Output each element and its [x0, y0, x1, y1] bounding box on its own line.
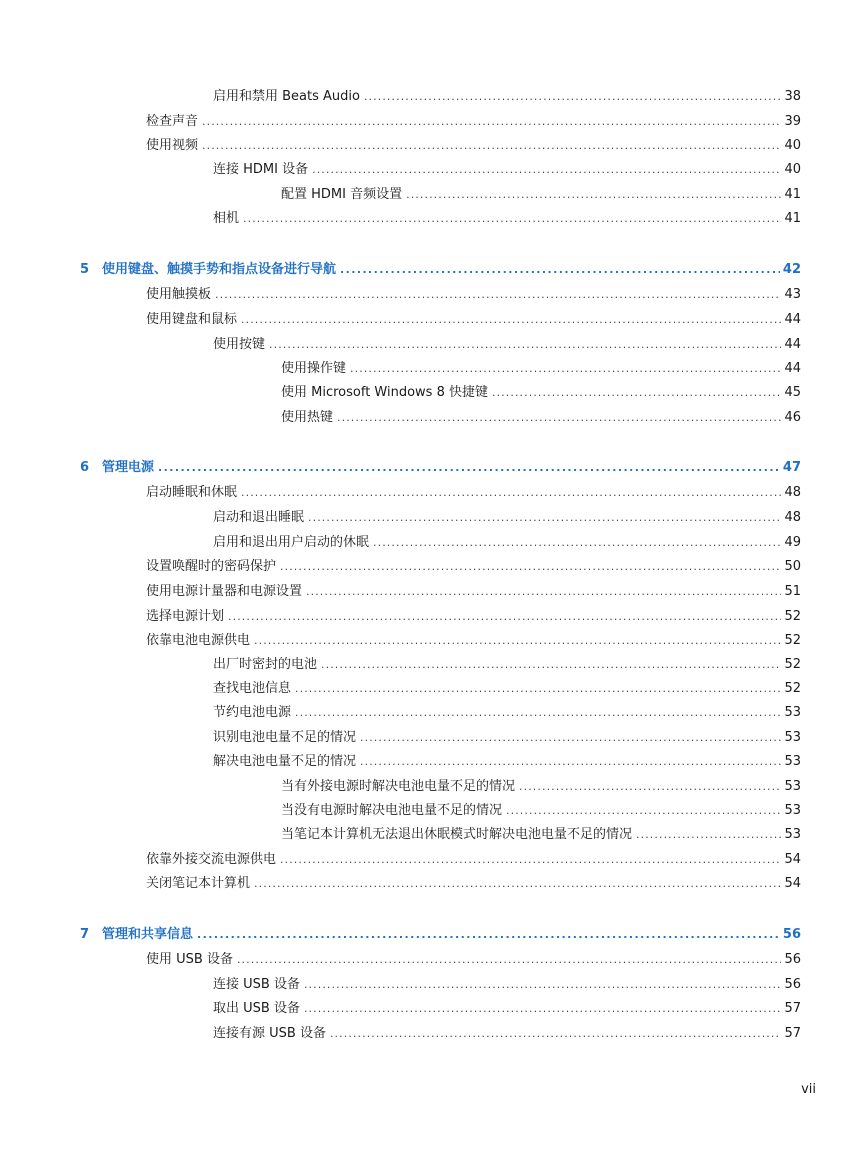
- toc-entry-title: 检查声音: [146, 114, 199, 129]
- toc-entry-title: 使用热键: [281, 410, 334, 425]
- toc-entry-title: 依靠外接交流电源供电: [146, 852, 277, 867]
- toc-entry[interactable]: [213, 655, 801, 675]
- dot-leader: [158, 458, 780, 478]
- dot-leader: [202, 136, 781, 156]
- dot-leader: [202, 112, 781, 132]
- dot-leader: [340, 260, 780, 280]
- dot-leader: [197, 925, 780, 945]
- toc-chapter-entry[interactable]: [80, 925, 801, 945]
- toc-entry[interactable]: [146, 874, 801, 894]
- dot-leader: [492, 383, 781, 403]
- toc-entry-title: 选择电源计划: [146, 609, 225, 624]
- dot-leader: [243, 209, 781, 229]
- toc-entry[interactable]: [281, 801, 801, 821]
- toc-entry[interactable]: [146, 950, 801, 970]
- toc-entry[interactable]: [213, 508, 801, 528]
- toc-entry-page: 39: [784, 114, 801, 129]
- chapter-number: 6: [80, 460, 90, 475]
- toc-entry-page: 53: [784, 827, 801, 842]
- toc-entry-page: 43: [784, 287, 801, 302]
- toc-entry-page: 52: [784, 633, 801, 648]
- toc-entry-page: 53: [784, 730, 801, 745]
- toc-entry-title: 解决电池电量不足的情况: [213, 754, 357, 769]
- toc-entry-title: 启用和禁用 Beats Audio: [213, 89, 360, 104]
- dot-leader: [373, 533, 781, 553]
- toc-entry-page: 40: [784, 162, 801, 177]
- dot-leader: [241, 483, 781, 503]
- toc-entry[interactable]: [146, 483, 801, 503]
- dot-leader: [312, 160, 781, 180]
- dot-leader: [350, 359, 781, 379]
- toc-entry[interactable]: [146, 631, 801, 651]
- dot-leader: [636, 825, 781, 845]
- toc-entry-title: 依靠电池电源供电: [146, 633, 251, 648]
- dot-leader: [215, 285, 781, 305]
- dot-leader: [228, 607, 781, 627]
- dot-leader: [306, 582, 781, 602]
- toc-entry-page: 54: [784, 852, 801, 867]
- toc-entry[interactable]: [213, 335, 801, 355]
- toc-entry[interactable]: [281, 383, 801, 403]
- toc-entry[interactable]: [213, 209, 801, 229]
- toc-entry-page: 53: [784, 803, 801, 818]
- toc-entry-page: 50: [784, 559, 801, 574]
- dot-leader: [241, 310, 781, 330]
- toc-entry[interactable]: [281, 359, 801, 379]
- toc-entry[interactable]: [213, 728, 801, 748]
- toc-entry-page: 42: [782, 262, 801, 277]
- toc-entry[interactable]: [281, 408, 801, 428]
- toc-entry-title: 使用 USB 设备: [146, 952, 233, 967]
- toc-entry-title: 使用电源计量器和电源设置: [146, 584, 303, 599]
- toc-entry-page: 44: [784, 337, 801, 352]
- dot-leader: [269, 335, 781, 355]
- toc-entry-title: 使用 Microsoft Windows 8 快捷键: [281, 385, 488, 400]
- toc-entry[interactable]: [213, 975, 801, 995]
- toc-entry-title: 管理电源: [102, 460, 155, 475]
- toc-entry-title: 识别电池电量不足的情况: [213, 730, 357, 745]
- toc-entry-page: 45: [784, 385, 801, 400]
- chapter-number: 7: [80, 927, 90, 942]
- toc-entry-page: 56: [784, 952, 801, 967]
- toc-entry[interactable]: [213, 679, 801, 699]
- dot-leader: [254, 631, 781, 651]
- toc-entry-page: 56: [782, 927, 801, 942]
- toc-entry-title: 启用和退出用户启动的休眠: [213, 535, 370, 550]
- toc-entry-page: 44: [784, 312, 801, 327]
- toc-entry-page: 41: [784, 211, 801, 226]
- toc-entry-page: 47: [782, 460, 801, 475]
- toc-chapter-entry[interactable]: [80, 260, 801, 280]
- toc-entry-title: 节约电池电源: [213, 705, 292, 720]
- dot-leader: [506, 801, 781, 821]
- dot-leader: [321, 655, 781, 675]
- dot-leader: [406, 185, 781, 205]
- dot-leader: [337, 408, 781, 428]
- toc-entry-page: 57: [784, 1026, 801, 1041]
- dot-leader: [295, 703, 781, 723]
- toc-entry-page: 52: [784, 681, 801, 696]
- toc-entry-title: 使用触摸板: [146, 287, 212, 302]
- dot-leader: [304, 999, 782, 1019]
- toc-entry[interactable]: [213, 999, 801, 1019]
- dot-leader: [360, 752, 781, 772]
- toc-entry-title: 连接 USB 设备: [213, 977, 300, 992]
- toc-entry-page: 53: [784, 705, 801, 720]
- dot-leader: [360, 728, 781, 748]
- toc-entry-title: 使用键盘、触摸手势和指点设备进行导航: [102, 262, 337, 277]
- dot-leader: [295, 679, 781, 699]
- toc-entry-page: 38: [784, 89, 801, 104]
- toc-entry[interactable]: [146, 285, 801, 305]
- toc-entry[interactable]: [146, 607, 801, 627]
- toc-entry-title: 出厂时密封的电池: [213, 657, 318, 672]
- toc-entry[interactable]: [213, 752, 801, 772]
- chapter-number: 5: [80, 262, 90, 277]
- toc-entry-title: 当笔记本计算机无法退出休眠模式时解决电池电量不足的情况: [281, 827, 633, 842]
- toc-entry-title: 启动和退出睡眠: [213, 510, 305, 525]
- dot-leader: [519, 777, 781, 797]
- toc-entry-page: 53: [784, 754, 801, 769]
- page-number: vii: [801, 1082, 816, 1097]
- toc-entry-title: 管理和共享信息: [102, 927, 194, 942]
- toc-entry[interactable]: [213, 703, 801, 723]
- toc-chapter-entry[interactable]: [80, 458, 801, 478]
- toc-entry-title: 关闭笔记本计算机: [146, 876, 251, 891]
- toc-entry[interactable]: [146, 136, 801, 156]
- toc-entry-title: 当有外接电源时解决电池电量不足的情况: [281, 779, 516, 794]
- dot-leader: [237, 950, 782, 970]
- toc-entry-page: 52: [784, 609, 801, 624]
- toc-entry-page: 40: [784, 138, 801, 153]
- toc-entry-page: 49: [784, 535, 801, 550]
- toc-entry-page: 57: [784, 1001, 801, 1016]
- toc-entry[interactable]: [213, 87, 801, 107]
- toc-entry[interactable]: [213, 160, 801, 180]
- toc-entry[interactable]: [213, 533, 801, 553]
- toc-entry[interactable]: [146, 582, 801, 602]
- toc-entry[interactable]: [281, 825, 801, 845]
- dot-leader: [330, 1024, 782, 1044]
- dot-leader: [280, 850, 781, 870]
- toc-entry[interactable]: [213, 1024, 801, 1044]
- toc-entry-title: 使用按键: [213, 337, 266, 352]
- toc-entry-page: 53: [784, 779, 801, 794]
- toc-entry[interactable]: [146, 112, 801, 132]
- toc-entry-title: 当没有电源时解决电池电量不足的情况: [281, 803, 503, 818]
- toc-entry-page: 44: [784, 361, 801, 376]
- toc-entry[interactable]: [281, 777, 801, 797]
- toc-entry-page: 51: [784, 584, 801, 599]
- dot-leader: [364, 87, 781, 107]
- toc-entry[interactable]: [281, 185, 801, 205]
- dot-leader: [254, 874, 781, 894]
- dot-leader: [304, 975, 782, 995]
- toc-entry[interactable]: [146, 557, 801, 577]
- toc-entry-title: 配置 HDMI 音频设置: [281, 187, 403, 202]
- dot-leader: [280, 557, 781, 577]
- dot-leader: [308, 508, 781, 528]
- toc-entry-title: 相机: [213, 211, 240, 226]
- toc-entry-title: 连接 HDMI 设备: [213, 162, 309, 177]
- toc-entry-title: 连接有源 USB 设备: [213, 1026, 326, 1041]
- toc-entry-page: 41: [784, 187, 801, 202]
- toc-entry-title: 取出 USB 设备: [213, 1001, 300, 1016]
- toc-entry-page: 46: [784, 410, 801, 425]
- toc-entry-title: 启动睡眠和休眠: [146, 485, 238, 500]
- toc-entry[interactable]: [146, 850, 801, 870]
- toc-entry-title: 使用视频: [146, 138, 199, 153]
- toc-entry-page: 48: [784, 510, 801, 525]
- toc-entry-page: 54: [784, 876, 801, 891]
- toc-entry-title: 使用操作键: [281, 361, 347, 376]
- toc-entry-title: 查找电池信息: [213, 681, 292, 696]
- toc-entry-page: 52: [784, 657, 801, 672]
- toc-entry-page: 56: [784, 977, 801, 992]
- toc-entry-page: 48: [784, 485, 801, 500]
- toc-entry-title: 使用键盘和鼠标: [146, 312, 238, 327]
- toc-entry-title: 设置唤醒时的密码保护: [146, 559, 277, 574]
- toc-entry[interactable]: [146, 310, 801, 330]
